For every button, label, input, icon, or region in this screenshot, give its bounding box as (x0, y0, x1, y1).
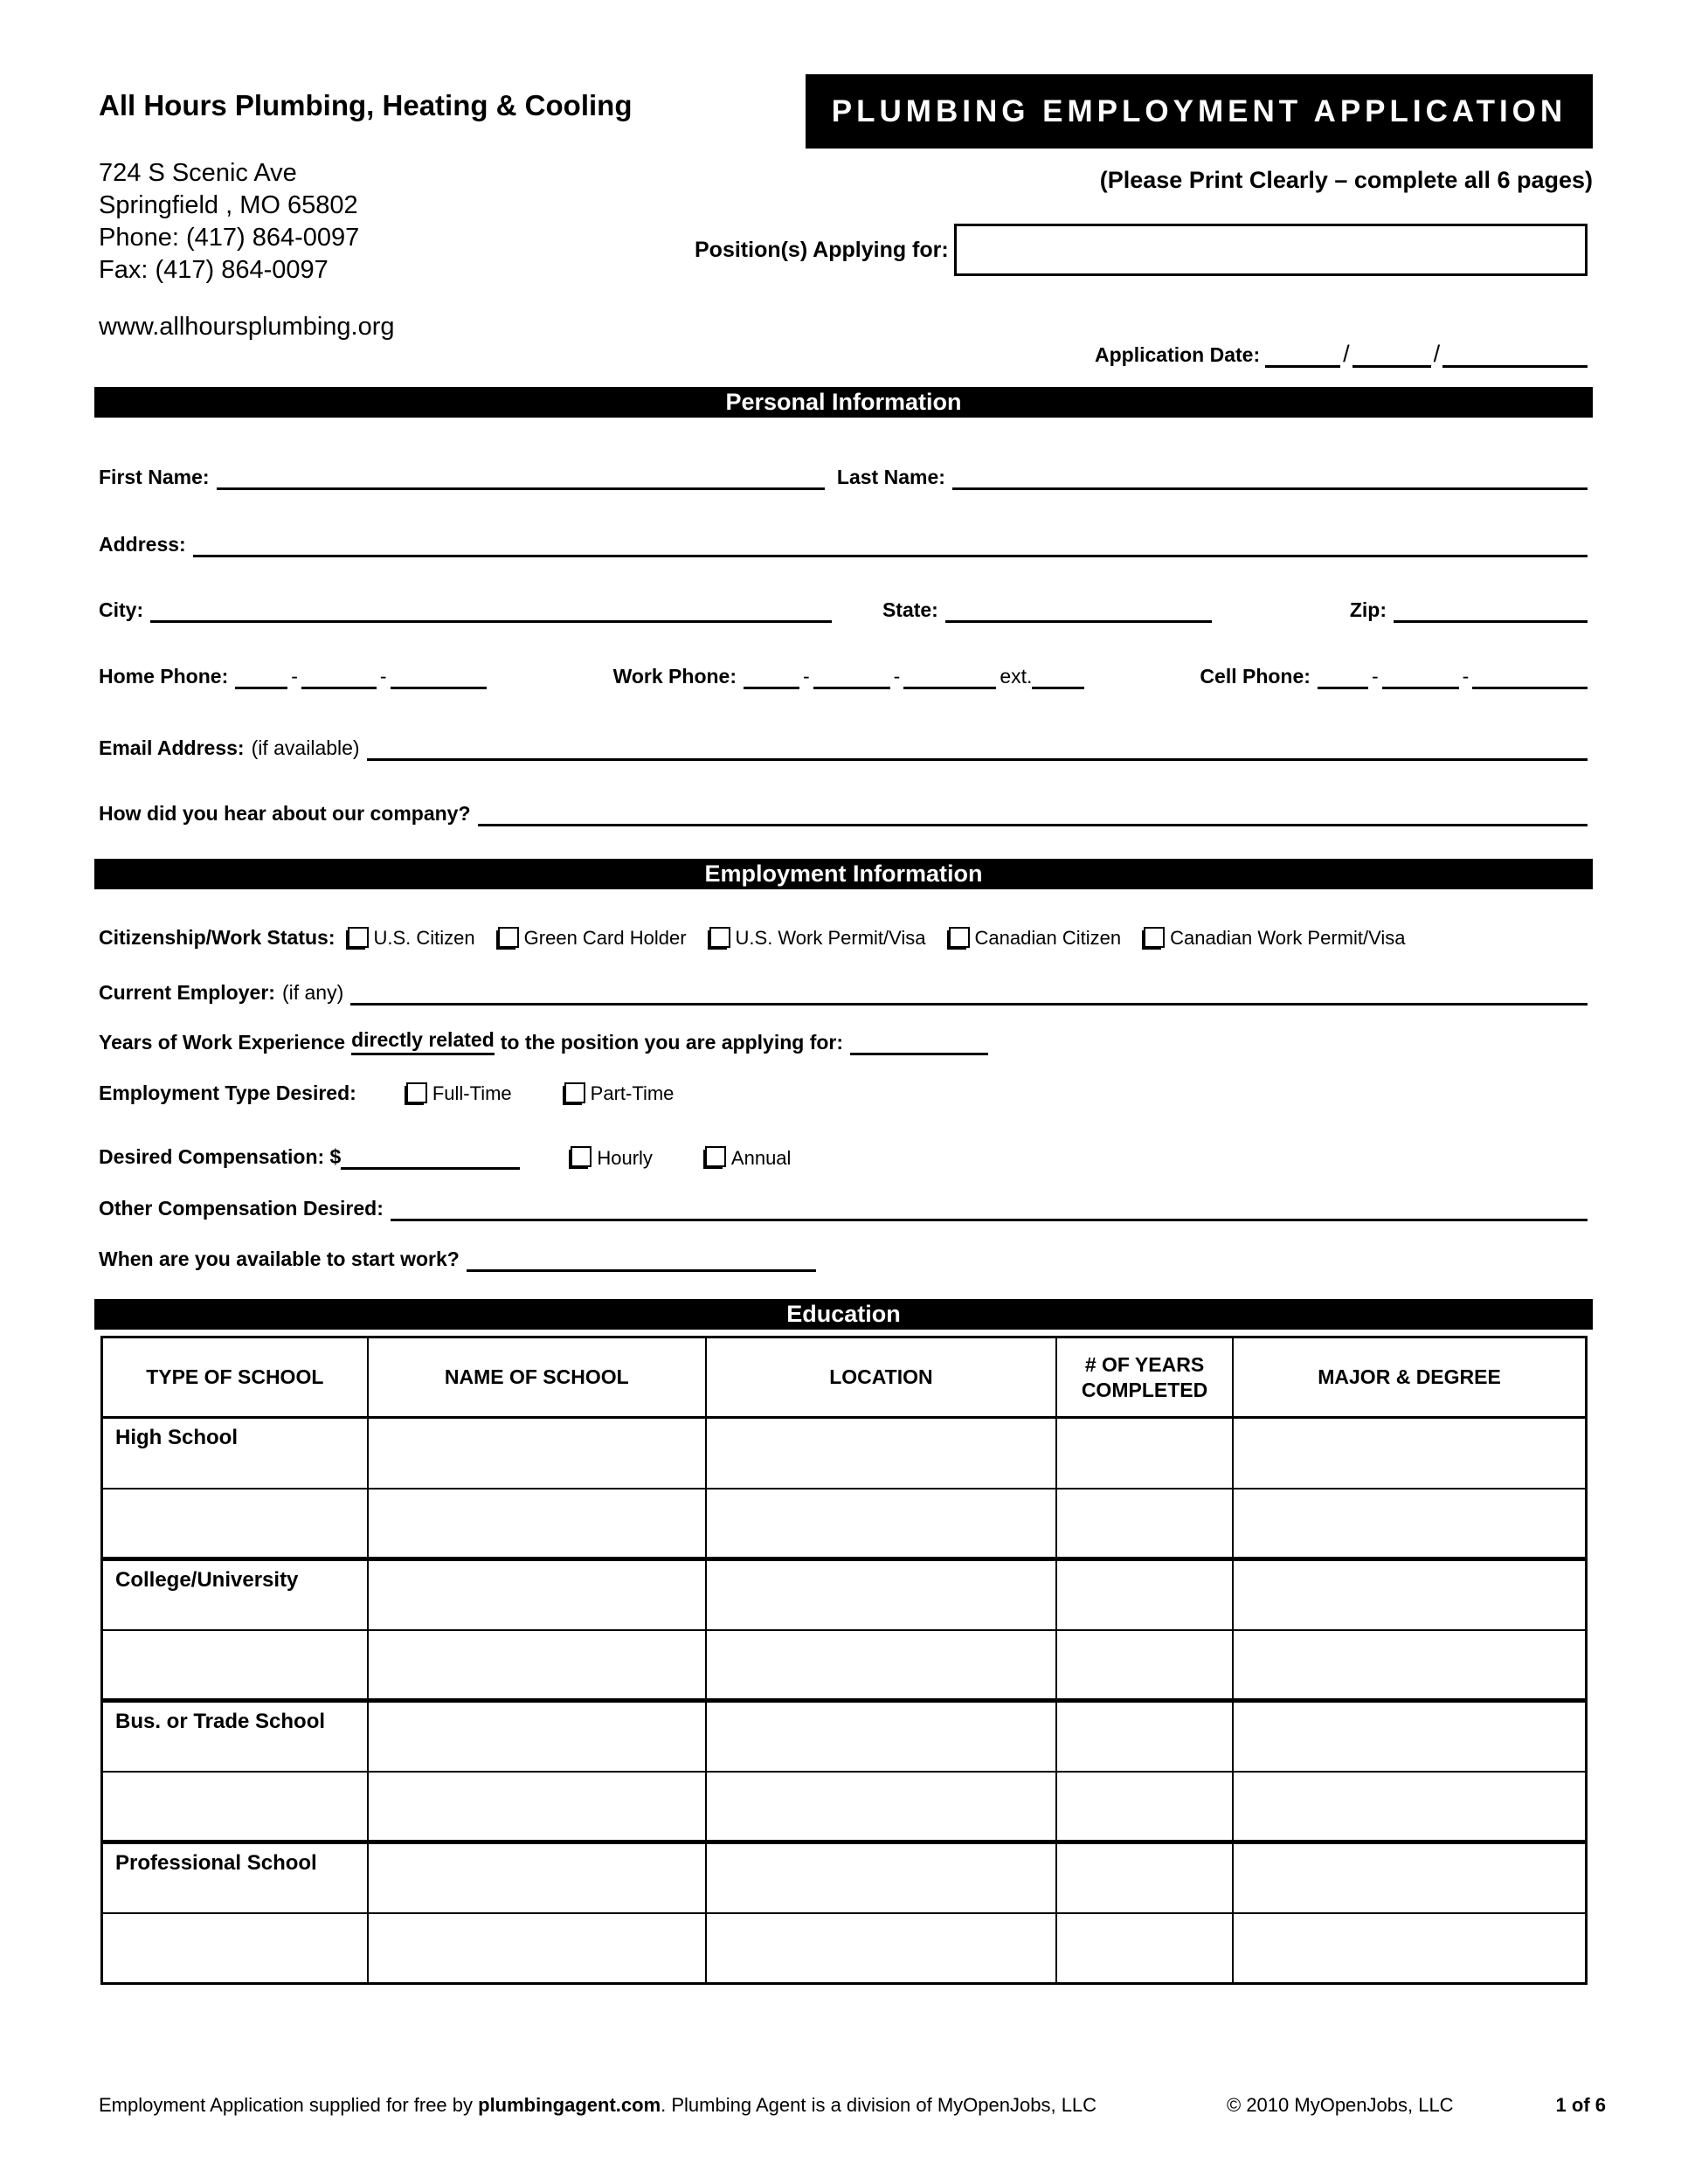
education-cell[interactable] (1233, 1630, 1586, 1701)
state-field[interactable] (945, 594, 1212, 623)
current-employer-row (99, 977, 1588, 1006)
other-compensation-row (99, 1192, 1588, 1221)
home-phone-label: Home Phone: (99, 665, 229, 688)
citizenship-option (498, 927, 687, 950)
education-row-extra (102, 1489, 1587, 1559)
checkbox-us-work-permit[interactable] (709, 927, 730, 948)
work-phone-part3-field[interactable] (903, 664, 996, 689)
education-cell[interactable] (368, 1772, 706, 1842)
hear-about-label: How did you hear about our company? (99, 802, 471, 826)
education-cell[interactable] (706, 1559, 1056, 1630)
footer-attribution-suffix: . Plumbing Agent is a division of MyOpenJobs, LLC (661, 2094, 1097, 2116)
hear-about-row (99, 798, 1588, 826)
phone-dash: - (1462, 665, 1470, 688)
checkbox-canadian-citizen[interactable] (949, 927, 970, 948)
experience-prefix: Years of Work Experience (99, 1031, 346, 1054)
date-separator: / (1433, 341, 1441, 368)
application-date-month-field[interactable] (1265, 342, 1340, 368)
zip-field[interactable] (1394, 594, 1588, 623)
zip-label: Zip: (1349, 598, 1387, 622)
work-phone-part1-field[interactable] (744, 664, 799, 689)
col-header-type-of-school: TYPE OF SCHOOL (102, 1337, 368, 1418)
footer-site-name: plumbingagent.com (478, 2094, 661, 2116)
checkbox-green-card-holder[interactable] (498, 927, 519, 948)
first-name-field[interactable] (217, 461, 825, 490)
citizenship-option (949, 927, 1122, 950)
education-cell[interactable] (368, 1842, 706, 1913)
last-name-field[interactable] (952, 461, 1588, 490)
checkbox-label-us-work-permit: U.S. Work Permit/Visa (735, 927, 926, 950)
company-name: All Hours Plumbing, Heating & Cooling (99, 89, 633, 121)
address-row (99, 529, 1588, 557)
col-header-years-completed: # OF YEARS COMPLETED (1056, 1337, 1233, 1418)
company-phone: Phone: (417) 864-0097 (99, 224, 360, 252)
education-row-extra (102, 1913, 1587, 1984)
checkbox-label-green-card-holder: Green Card Holder (523, 927, 687, 950)
education-cell[interactable] (102, 1913, 368, 1984)
email-note: (if available) (251, 736, 360, 760)
state-label: State: (882, 598, 938, 622)
work-phone-ext-field[interactable] (1032, 664, 1084, 689)
company-website: www.allhoursplumbing.org (99, 313, 395, 341)
col-header-name-of-school: NAME OF SCHOOL (368, 1337, 706, 1418)
education-cell[interactable] (706, 1418, 1056, 1489)
phone-dash: - (803, 665, 810, 688)
education-cell[interactable] (706, 1772, 1056, 1842)
education-row-extra (102, 1630, 1587, 1701)
city-state-zip-row (99, 594, 1588, 623)
education-cell[interactable] (1233, 1418, 1586, 1489)
page-number: 1 of 6 (1555, 2094, 1606, 2116)
checkbox-us-citizen[interactable] (348, 927, 369, 948)
education-cell[interactable] (1233, 1701, 1586, 1772)
start-work-label: When are you available to start work? (99, 1248, 460, 1271)
footer-attribution (99, 2093, 1097, 2118)
education-row-extra (102, 1772, 1587, 1842)
checkbox-part-time[interactable] (564, 1082, 585, 1103)
citizenship-row (99, 926, 1588, 950)
application-date-label: Application Date: (1095, 343, 1261, 367)
education-row-trade-school (102, 1701, 1587, 1772)
education-cell[interactable] (1056, 1772, 1233, 1842)
education-cell[interactable] (706, 1913, 1056, 1984)
education-cell[interactable] (1056, 1489, 1233, 1559)
education-cell[interactable] (1056, 1630, 1233, 1701)
email-field[interactable] (367, 732, 1588, 761)
col-header-major-degree: MAJOR & DEGREE (1233, 1337, 1586, 1418)
education-cell[interactable] (1056, 1913, 1233, 1984)
home-phone-part2-field[interactable] (301, 664, 377, 689)
desired-compensation-field[interactable] (341, 1141, 520, 1170)
row-label-trade-school: Bus. or Trade School (102, 1701, 368, 1772)
education-cell[interactable] (1056, 1701, 1233, 1772)
education-cell[interactable] (1233, 1489, 1586, 1559)
footer-attribution-prefix: Employment Application supplied for free by (99, 2094, 479, 2116)
cell-phone-label: Cell Phone: (1200, 665, 1311, 688)
phone-dash: - (1371, 665, 1379, 688)
experience-suffix: to the position you are applying for: (500, 1031, 844, 1054)
education-cell[interactable] (368, 1559, 706, 1630)
compensation-basis-option (571, 1146, 653, 1170)
checkbox-hourly[interactable] (571, 1146, 591, 1167)
first-name-label: First Name: (99, 466, 210, 489)
address-field[interactable] (193, 529, 1588, 557)
education-cell[interactable] (368, 1701, 706, 1772)
checkbox-canadian-work-permit[interactable] (1144, 927, 1165, 948)
checkbox-label-full-time: Full-Time (432, 1082, 512, 1105)
section-header-education: Education (94, 1299, 1593, 1330)
education-cell[interactable] (1056, 1559, 1233, 1630)
current-employer-note: (if any) (281, 981, 344, 1005)
education-cell[interactable] (368, 1630, 706, 1701)
date-separator: / (1343, 341, 1350, 368)
education-cell[interactable] (706, 1489, 1056, 1559)
compensation-row (99, 1141, 1588, 1170)
position-label: Position(s) Applying for: (695, 237, 949, 262)
citizenship-label: Citizenship/Work Status: (99, 926, 336, 949)
section-header-personal: Personal Information (94, 387, 1593, 418)
start-work-field[interactable] (467, 1243, 816, 1272)
education-row-college (102, 1559, 1587, 1630)
col-header-location: LOCATION (706, 1337, 1056, 1418)
checkbox-label-annual: Annual (730, 1146, 792, 1169)
application-date-year-field[interactable] (1442, 342, 1588, 368)
education-cell[interactable] (1233, 1772, 1586, 1842)
phone-row (99, 664, 1588, 689)
education-table-wrap (100, 1336, 1588, 1973)
checkbox-label-us-citizen: U.S. Citizen (373, 927, 475, 950)
education-row-professional-school (102, 1842, 1587, 1913)
print-instructions: (Please Print Clearly – complete all 6 pages) (1099, 167, 1593, 193)
education-cell[interactable] (368, 1418, 706, 1489)
row-label-high-school: High School (102, 1418, 368, 1489)
name-row (99, 461, 1588, 490)
compensation-label: Desired Compensation: $ (99, 1145, 342, 1169)
education-table (100, 1336, 1588, 1985)
education-row-high-school (102, 1418, 1587, 1489)
application-date-row (1095, 342, 1588, 368)
education-cell[interactable] (1056, 1842, 1233, 1913)
checkbox-label-canadian-citizen: Canadian Citizen (974, 927, 1122, 950)
compensation-basis-option (705, 1146, 792, 1170)
experience-row (99, 1028, 1588, 1055)
employment-type-option (406, 1082, 512, 1106)
email-row (99, 732, 1588, 761)
form-title-banner: PLUMBING EMPLOYMENT APPLICATION (806, 74, 1593, 149)
company-fax: Fax: (417) 864-0097 (99, 256, 329, 284)
citizenship-option (709, 927, 926, 950)
phone-dash: - (291, 665, 298, 688)
employment-type-option (564, 1082, 675, 1106)
education-cell[interactable] (368, 1489, 706, 1559)
education-cell[interactable] (706, 1630, 1056, 1701)
other-compensation-field[interactable] (391, 1192, 1588, 1221)
city-label: City: (99, 598, 144, 622)
citizenship-option (348, 927, 475, 950)
checkbox-full-time[interactable] (406, 1082, 427, 1103)
company-address-line1: 724 S Scenic Ave (99, 159, 297, 187)
ext-label: ext. (1000, 665, 1033, 688)
education-header-row (102, 1337, 1587, 1418)
education-cell[interactable] (706, 1701, 1056, 1772)
row-label-professional-school: Professional School (102, 1842, 368, 1913)
education-cell[interactable] (706, 1842, 1056, 1913)
company-address-line2: Springfield , MO 65802 (99, 191, 358, 219)
education-cell[interactable] (1233, 1913, 1586, 1984)
employment-type-label: Employment Type Desired: (99, 1082, 356, 1104)
hear-about-field[interactable] (478, 798, 1588, 826)
application-date-day-field[interactable] (1352, 342, 1431, 368)
education-cell[interactable] (368, 1913, 706, 1984)
footer-copyright: © 2010 MyOpenJobs, LLC (1227, 2094, 1454, 2116)
home-phone-part3-field[interactable] (391, 664, 487, 689)
city-field[interactable] (150, 594, 832, 623)
checkbox-label-canadian-work-permit: Canadian Work Permit/Visa (1170, 927, 1406, 950)
education-cell[interactable] (1056, 1418, 1233, 1489)
experience-emphasis: directly related (351, 1028, 495, 1055)
checkbox-label-hourly: Hourly (597, 1146, 653, 1169)
row-label-college: College/University (102, 1559, 368, 1630)
company-address-block (99, 157, 359, 287)
employment-type-row (99, 1082, 1588, 1106)
education-cell[interactable] (102, 1772, 368, 1842)
education-cell[interactable] (1233, 1842, 1586, 1913)
last-name-label: Last Name: (836, 466, 945, 489)
checkbox-annual[interactable] (705, 1146, 726, 1167)
work-phone-part2-field[interactable] (813, 664, 890, 689)
citizenship-option (1144, 927, 1405, 950)
cell-phone-part2-field[interactable] (1382, 664, 1459, 689)
position-input-box[interactable] (954, 224, 1588, 276)
position-applying-row (695, 223, 1588, 277)
cell-phone-part3-field[interactable] (1472, 664, 1588, 689)
cell-phone-part1-field[interactable] (1318, 664, 1368, 689)
education-cell[interactable] (102, 1630, 368, 1701)
home-phone-part1-field[interactable] (235, 664, 287, 689)
start-work-row (99, 1243, 1588, 1272)
section-header-employment: Employment Information (94, 859, 1593, 889)
checkbox-label-part-time: Part-Time (590, 1082, 675, 1105)
email-label: Email Address: (99, 736, 245, 760)
current-employer-label: Current Employer: (99, 981, 275, 1005)
experience-years-field[interactable] (850, 1030, 988, 1055)
current-employer-field[interactable] (350, 977, 1588, 1006)
education-cell[interactable] (1233, 1559, 1586, 1630)
other-compensation-label: Other Compensation Desired: (99, 1197, 384, 1220)
address-label: Address: (99, 533, 186, 556)
work-phone-label: Work Phone: (612, 665, 737, 688)
phone-dash: - (379, 665, 387, 688)
education-cell[interactable] (102, 1489, 368, 1559)
phone-dash: - (893, 665, 901, 688)
